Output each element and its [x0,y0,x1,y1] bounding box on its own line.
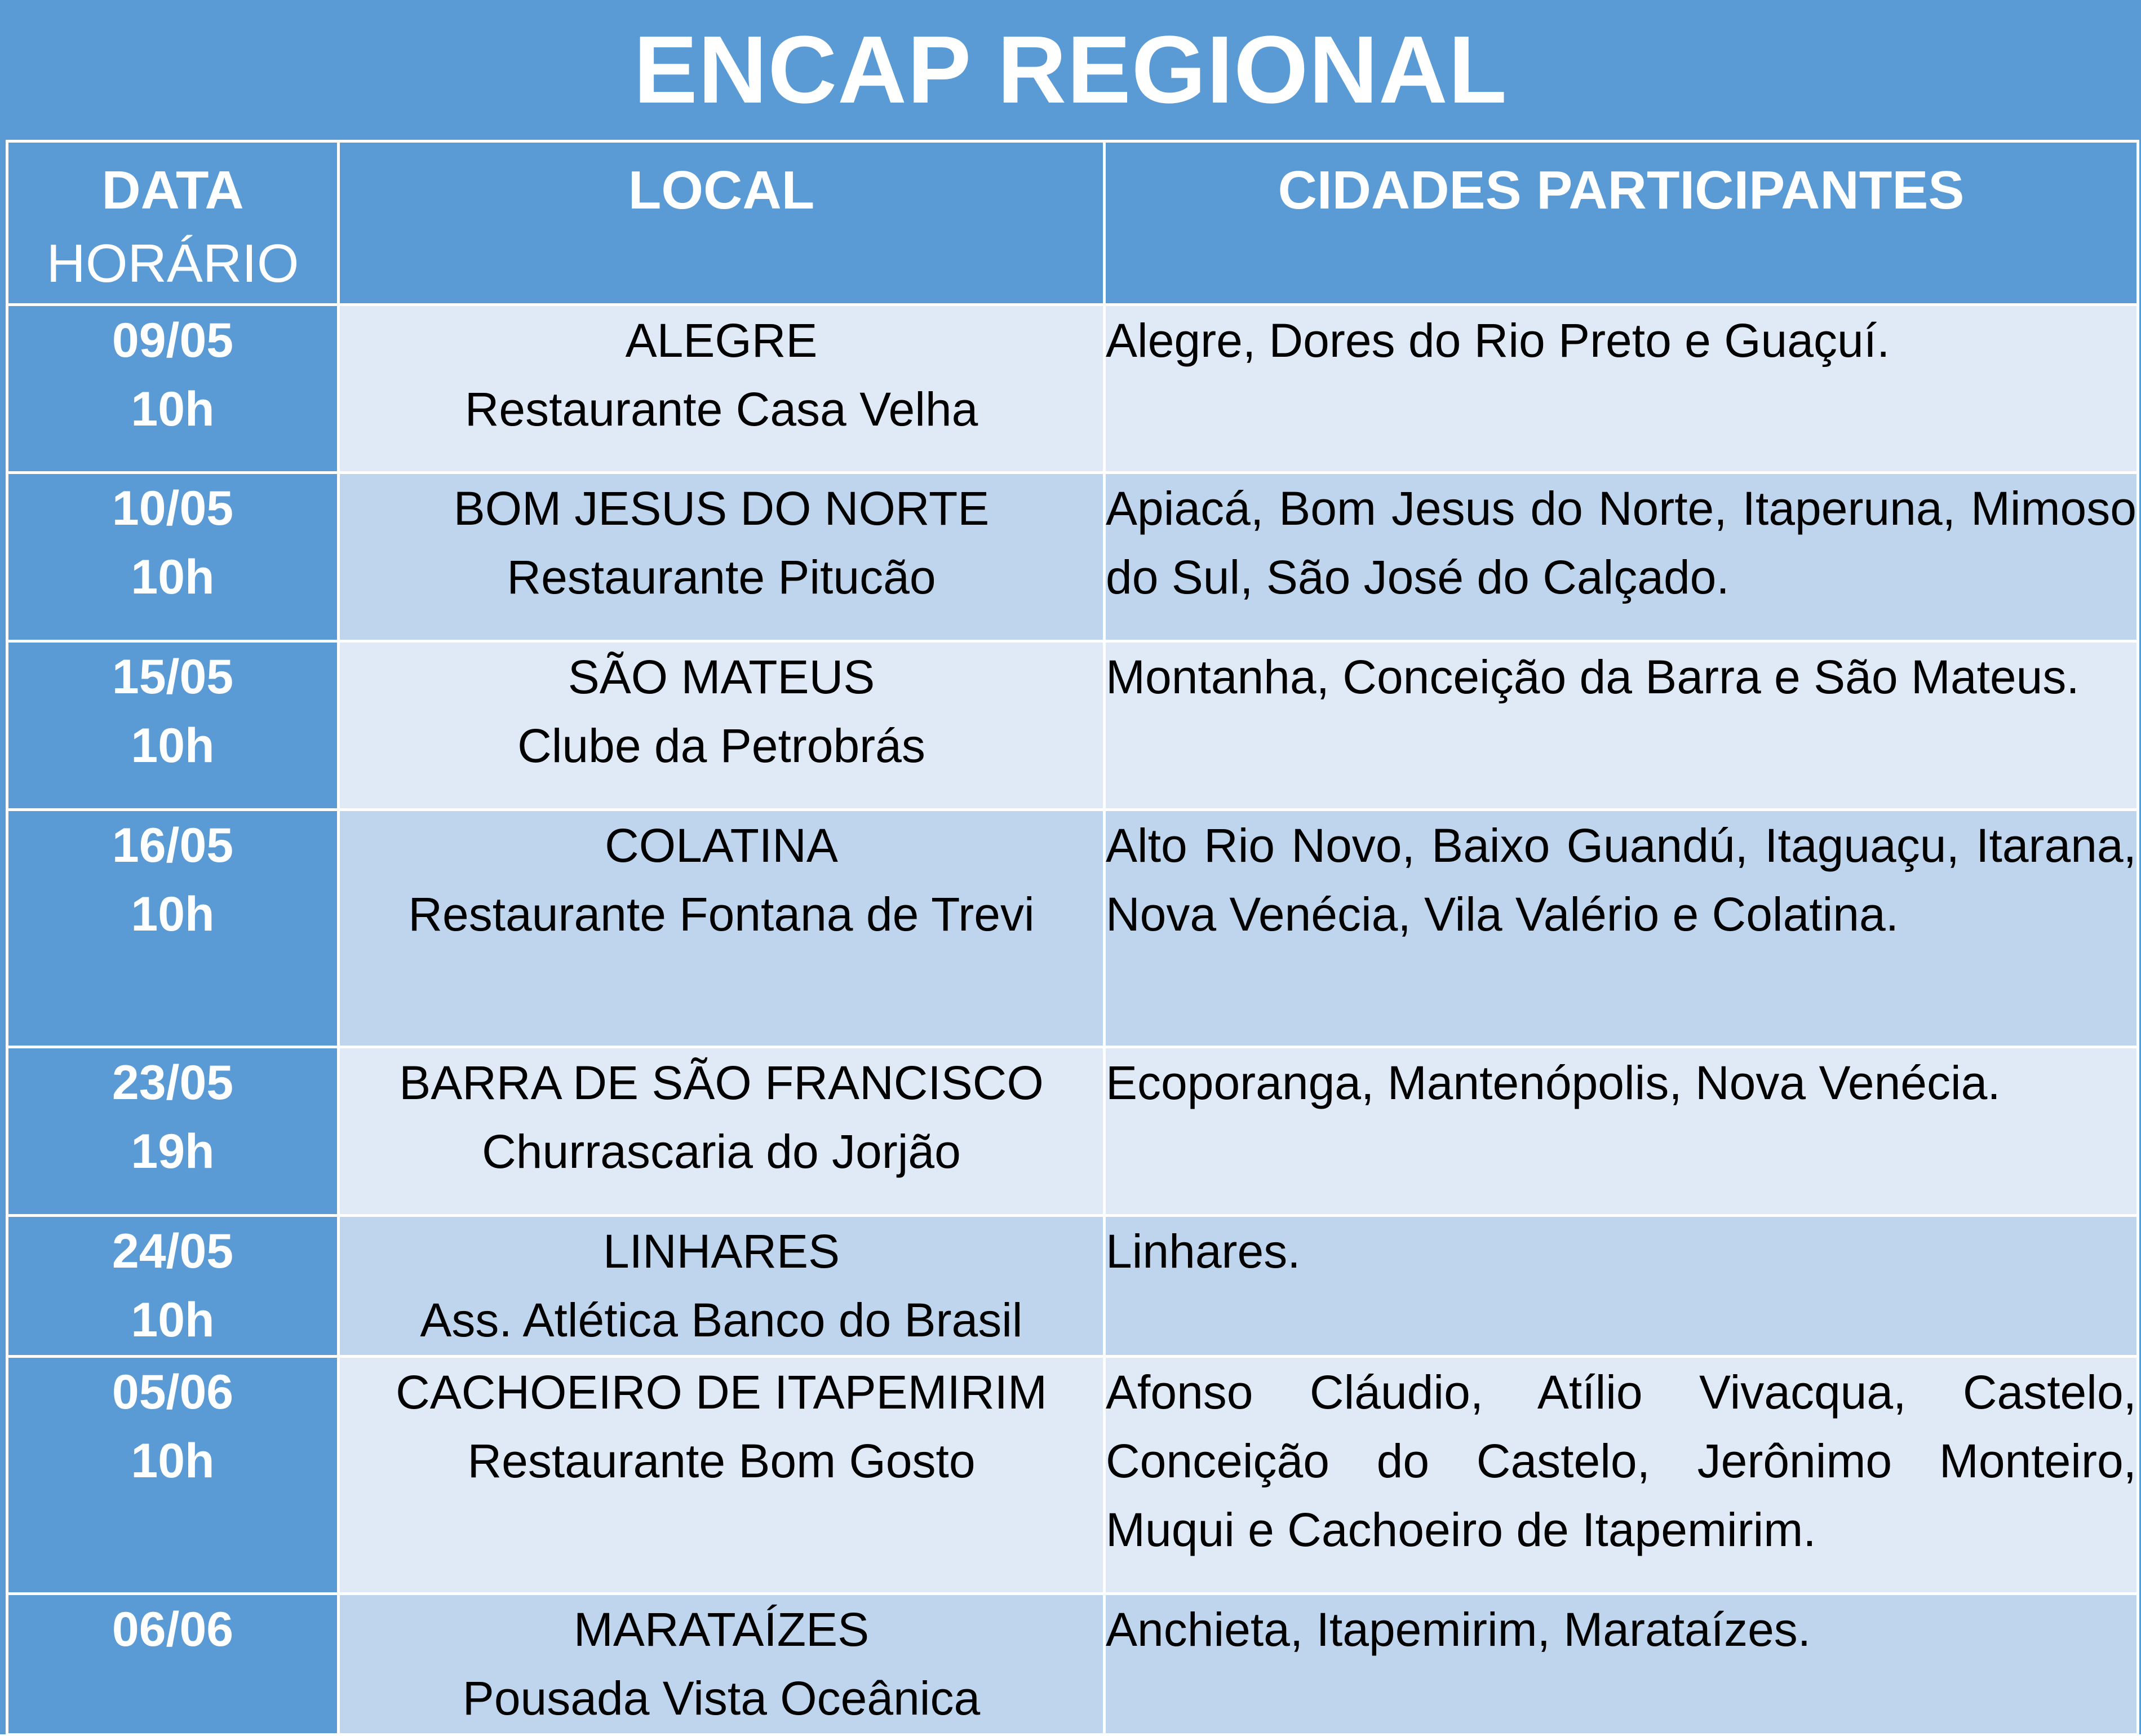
header-local: LOCAL [339,141,1105,305]
table-row [7,1357,2138,1594]
row-venue: Restaurante Pitucão [507,551,936,604]
row-date: 16/05 [112,818,234,873]
date-cell [7,1357,339,1594]
participants-cell: Ecoporanga, Mantenópolis, Nova Venécia. [1105,1047,2138,1216]
row-time: 10h [131,887,215,941]
row-time: 10h [131,382,215,436]
row-time: 19h [131,1124,215,1179]
row-date: 09/05 [112,313,234,367]
table-row [7,1594,2138,1735]
date-cell [7,1216,339,1357]
table-row [7,1047,2138,1216]
row-date: 23/05 [112,1056,234,1110]
header-time: HORÁRIO [46,233,299,294]
row-date: 06/06 [112,1602,234,1657]
table-row [7,305,2138,473]
row-venue: Clube da Petrobrás [517,719,925,772]
local-cell [339,305,1105,473]
local-cell [339,1047,1105,1216]
table-header-row [7,141,2138,305]
row-venue: Restaurante Bom Gosto [467,1434,976,1487]
date-cell [7,473,339,641]
row-venue: Ass. Atlética Banco do Brasil [420,1294,1023,1347]
participants-cell: Alto Rio Novo, Baixo Guandú, Itaguaçu, Itarana, Nova Venécia, Vila Valério e Colatina. [1105,810,2138,1047]
local-cell [339,1357,1105,1594]
table-row [7,641,2138,810]
date-cell [7,1047,339,1216]
participants-cell: Alegre, Dores do Rio Preto e Guaçuí. [1105,305,2138,473]
header-cities: CIDADES PARTICIPANTES [1105,141,2138,305]
participants-cell: Anchieta, Itapemirim, Marataízes. [1105,1594,2138,1735]
row-date: 05/06 [112,1365,234,1419]
participants-cell: Afonso Cláudio, Atílio Vivacqua, Castelo, Conceição do Castelo, Jerônimo Monteiro, Muqui e Cachoeiro de Itapemirim. [1105,1357,2138,1594]
row-city: BOM JESUS DO NORTE [453,482,990,535]
row-city: SÃO MATEUS [568,650,875,703]
local-cell [339,1216,1105,1357]
local-cell [339,1594,1105,1735]
row-date: 15/05 [112,650,234,704]
row-city: MARATAÍZES [573,1603,870,1656]
date-cell [7,641,339,810]
local-cell [339,641,1105,810]
date-cell [7,305,339,473]
row-city: BARRA DE SÃO FRANCISCO [399,1056,1044,1109]
row-venue: Churrascaria do Jorjão [482,1125,961,1178]
local-cell [339,473,1105,641]
row-city: LINHARES [602,1225,840,1278]
row-date: 10/05 [112,481,234,535]
row-venue: Restaurante Fontana de Trevi [408,888,1035,941]
schedule-table [6,140,2139,1736]
table-row [7,473,2138,641]
row-date: 24/05 [112,1224,234,1278]
row-time: 10h [131,550,215,604]
row-time: 10h [131,1434,215,1488]
table-row [7,1216,2138,1357]
page-title: ENCAP REGIONAL [633,16,1508,123]
participants-cell: Montanha, Conceição da Barra e São Mateus. [1105,641,2138,810]
date-cell [7,810,339,1047]
header-date-time [7,141,339,305]
participants-cell: Apiacá, Bom Jesus do Norte, Itaperuna, Mimoso do Sul, São José do Calçado. [1105,473,2138,641]
header-date: DATA [101,160,244,220]
row-time: 10h [131,1293,215,1347]
local-cell [339,810,1105,1047]
row-venue: Pousada Vista Oceânica [462,1672,981,1725]
row-city: CACHOEIRO DE ITAPEMIRIM [396,1366,1047,1419]
row-time: 10h [131,719,215,773]
table-row [7,810,2138,1047]
row-city: ALEGRE [625,314,818,367]
row-venue: Restaurante Casa Velha [464,383,978,436]
date-cell [7,1594,339,1735]
participants-cell: Linhares. [1105,1216,2138,1357]
row-city: COLATINA [605,819,838,872]
